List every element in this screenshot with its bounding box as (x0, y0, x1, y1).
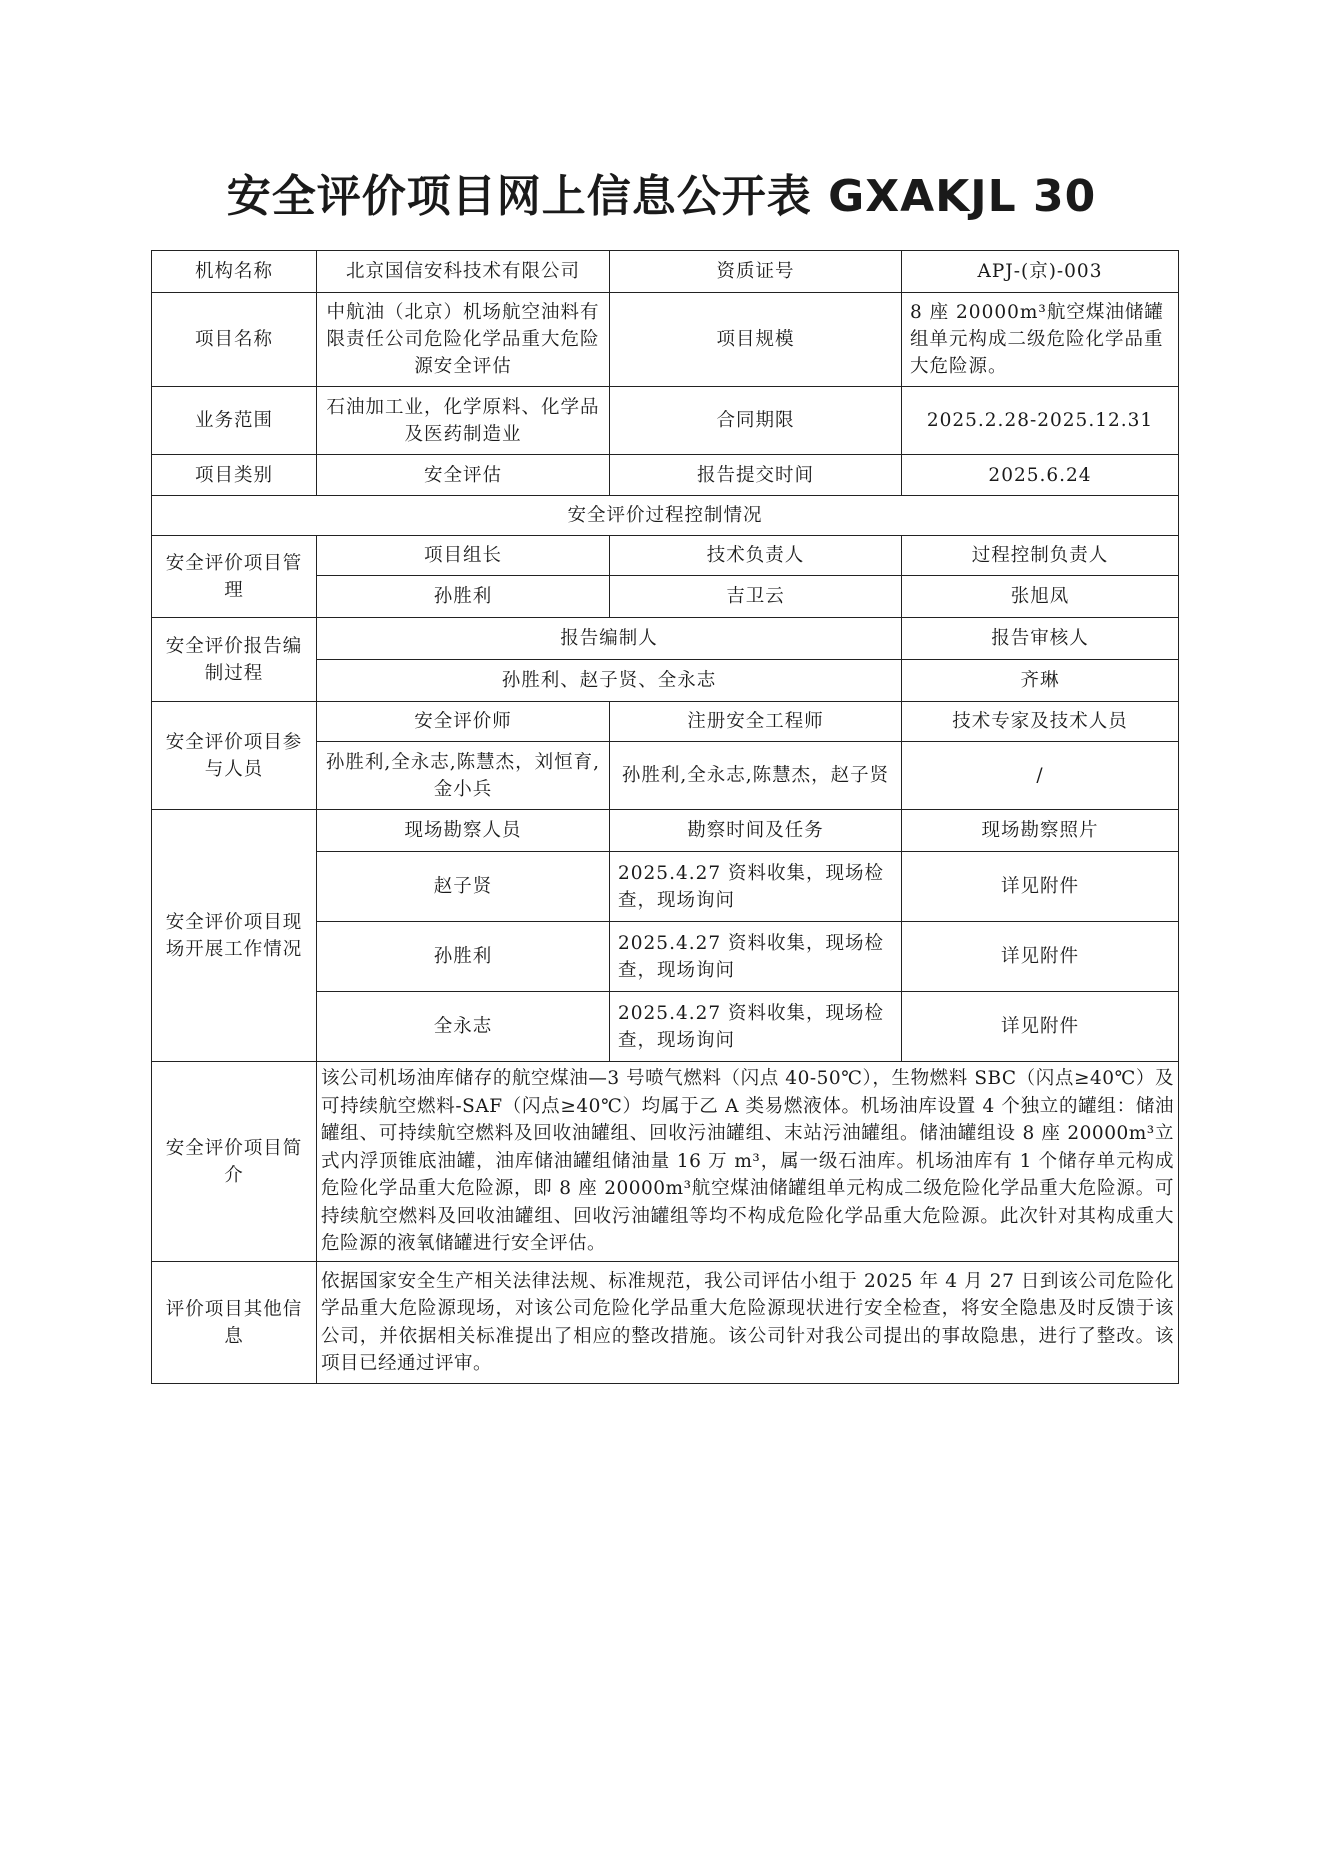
report-value: 齐琳 (902, 660, 1179, 702)
scope-label: 业务范围 (152, 387, 317, 455)
participants-value: 孙胜利,全永志,陈慧杰，赵子贤 (610, 742, 902, 810)
category-label: 项目类别 (152, 455, 317, 496)
participants-value: / (902, 742, 1179, 810)
management-header: 过程控制负责人 (902, 536, 1179, 576)
scope-value: 石油加工业，化学原料、化学品及医药制造业 (317, 387, 610, 455)
cert-label: 资质证号 (610, 251, 902, 293)
other-text: 依据国家安全生产相关法律法规、标准规范，我公司评估小组于 2025 年 4 月 27 日到该公司危险化学品重大危险源现场，对该公司危险化学品重大危险源现状进行安全检查，将安全隐患及时反馈于该公司，并依据相关标准提出了相应的整改措施。该公司针对我公司提出的事故隐患，进行了整改。该项目已经通过评审。 (317, 1262, 1179, 1384)
table-row (152, 293, 1179, 387)
site-photo: 详见附件 (902, 852, 1179, 922)
site-person: 赵子贤 (317, 852, 610, 922)
site-task: 2025.4.27 资料收集，现场检查，现场询问 (610, 852, 902, 922)
management-header: 项目组长 (317, 536, 610, 576)
project-label: 项目名称 (152, 293, 317, 387)
table-row (152, 1262, 1179, 1384)
report-value: 孙胜利、赵子贤、全永志 (317, 660, 902, 702)
site-person: 孙胜利 (317, 922, 610, 992)
contract-value: 2025.2.28-2025.12.31 (902, 387, 1179, 455)
site-header: 现场勘察人员 (317, 810, 610, 852)
table-row (152, 496, 1179, 536)
site-header: 现场勘察照片 (902, 810, 1179, 852)
table-row (152, 810, 1179, 852)
participants-header: 注册安全工程师 (610, 702, 902, 742)
site-header: 勘察时间及任务 (610, 810, 902, 852)
table-row (152, 455, 1179, 496)
management-value: 孙胜利 (317, 576, 610, 618)
table-row (152, 536, 1179, 576)
table-row (152, 702, 1179, 742)
org-label: 机构名称 (152, 251, 317, 293)
site-person: 全永志 (317, 992, 610, 1062)
scale-label: 项目规模 (610, 293, 902, 387)
org-value: 北京国信安科技术有限公司 (317, 251, 610, 293)
report-label: 安全评价报告编制过程 (152, 618, 317, 702)
site-photo: 详见附件 (902, 992, 1179, 1062)
site-label: 安全评价项目现场开展工作情况 (152, 810, 317, 1062)
submit-label: 报告提交时间 (610, 455, 902, 496)
management-value: 张旭凤 (902, 576, 1179, 618)
table-row (152, 387, 1179, 455)
project-value: 中航油（北京）机场航空油料有限责任公司危险化学品重大危险源安全评估 (317, 293, 610, 387)
site-task: 2025.4.27 资料收集，现场检查，现场询问 (610, 992, 902, 1062)
cert-value: APJ-(京)-003 (902, 251, 1179, 293)
table-row (152, 1062, 1179, 1262)
process-section-heading: 安全评价过程控制情况 (152, 496, 1179, 536)
participants-header: 技术专家及技术人员 (902, 702, 1179, 742)
submit-value: 2025.6.24 (902, 455, 1179, 496)
brief-label: 安全评价项目简介 (152, 1062, 317, 1262)
site-photo: 详见附件 (902, 922, 1179, 992)
brief-text: 该公司机场油库储存的航空煤油—3 号喷气燃料（闪点 40-50℃），生物燃料 SBC（闪点≥40℃）及可持续航空燃料-SAF（闪点≥40℃）均属于乙 A 类易燃液体。机场油库设置 4 个独立的罐组：储油罐组、可持续航空燃料及回收油罐组、回收污油罐组、末站污油罐组。储油罐组设 8 座 20000m³立式内浮顶锥底油罐，油库储油罐组储油量 16 万 m³，属一级石油库。机场油库有 1 个储存单元构成危险化学品重大危险源，即 8 座 20000m³航空煤油储罐组单元构成二级危险化学品重大危险源。可持续航空燃料及回收油罐组、回收污油罐组等均不构成危险化学品重大危险源。此次针对其构成重大危险源的液氧储罐进行安全评估。 (317, 1062, 1179, 1262)
category-value: 安全评估 (317, 455, 610, 496)
participants-label: 安全评价项目参与人员 (152, 702, 317, 810)
management-value: 吉卫云 (610, 576, 902, 618)
report-header: 报告审核人 (902, 618, 1179, 660)
site-task: 2025.4.27 资料收集，现场检查，现场询问 (610, 922, 902, 992)
scale-value: 8 座 20000m³航空煤油储罐组单元构成二级危险化学品重大危险源。 (902, 293, 1179, 387)
participants-value: 孙胜利,全永志,陈慧杰，刘恒育,金小兵 (317, 742, 610, 810)
report-header: 报告编制人 (317, 618, 902, 660)
page-title: 安全评价项目网上信息公开表 GXAKJL 30 (226, 171, 1097, 222)
participants-header: 安全评价师 (317, 702, 610, 742)
management-header: 技术负责人 (610, 536, 902, 576)
table-row (152, 618, 1179, 660)
contract-label: 合同期限 (610, 387, 902, 455)
other-label: 评价项目其他信息 (152, 1262, 317, 1384)
info-table (151, 250, 1179, 1384)
management-label: 安全评价项目管理 (152, 536, 317, 618)
table-row (152, 251, 1179, 293)
